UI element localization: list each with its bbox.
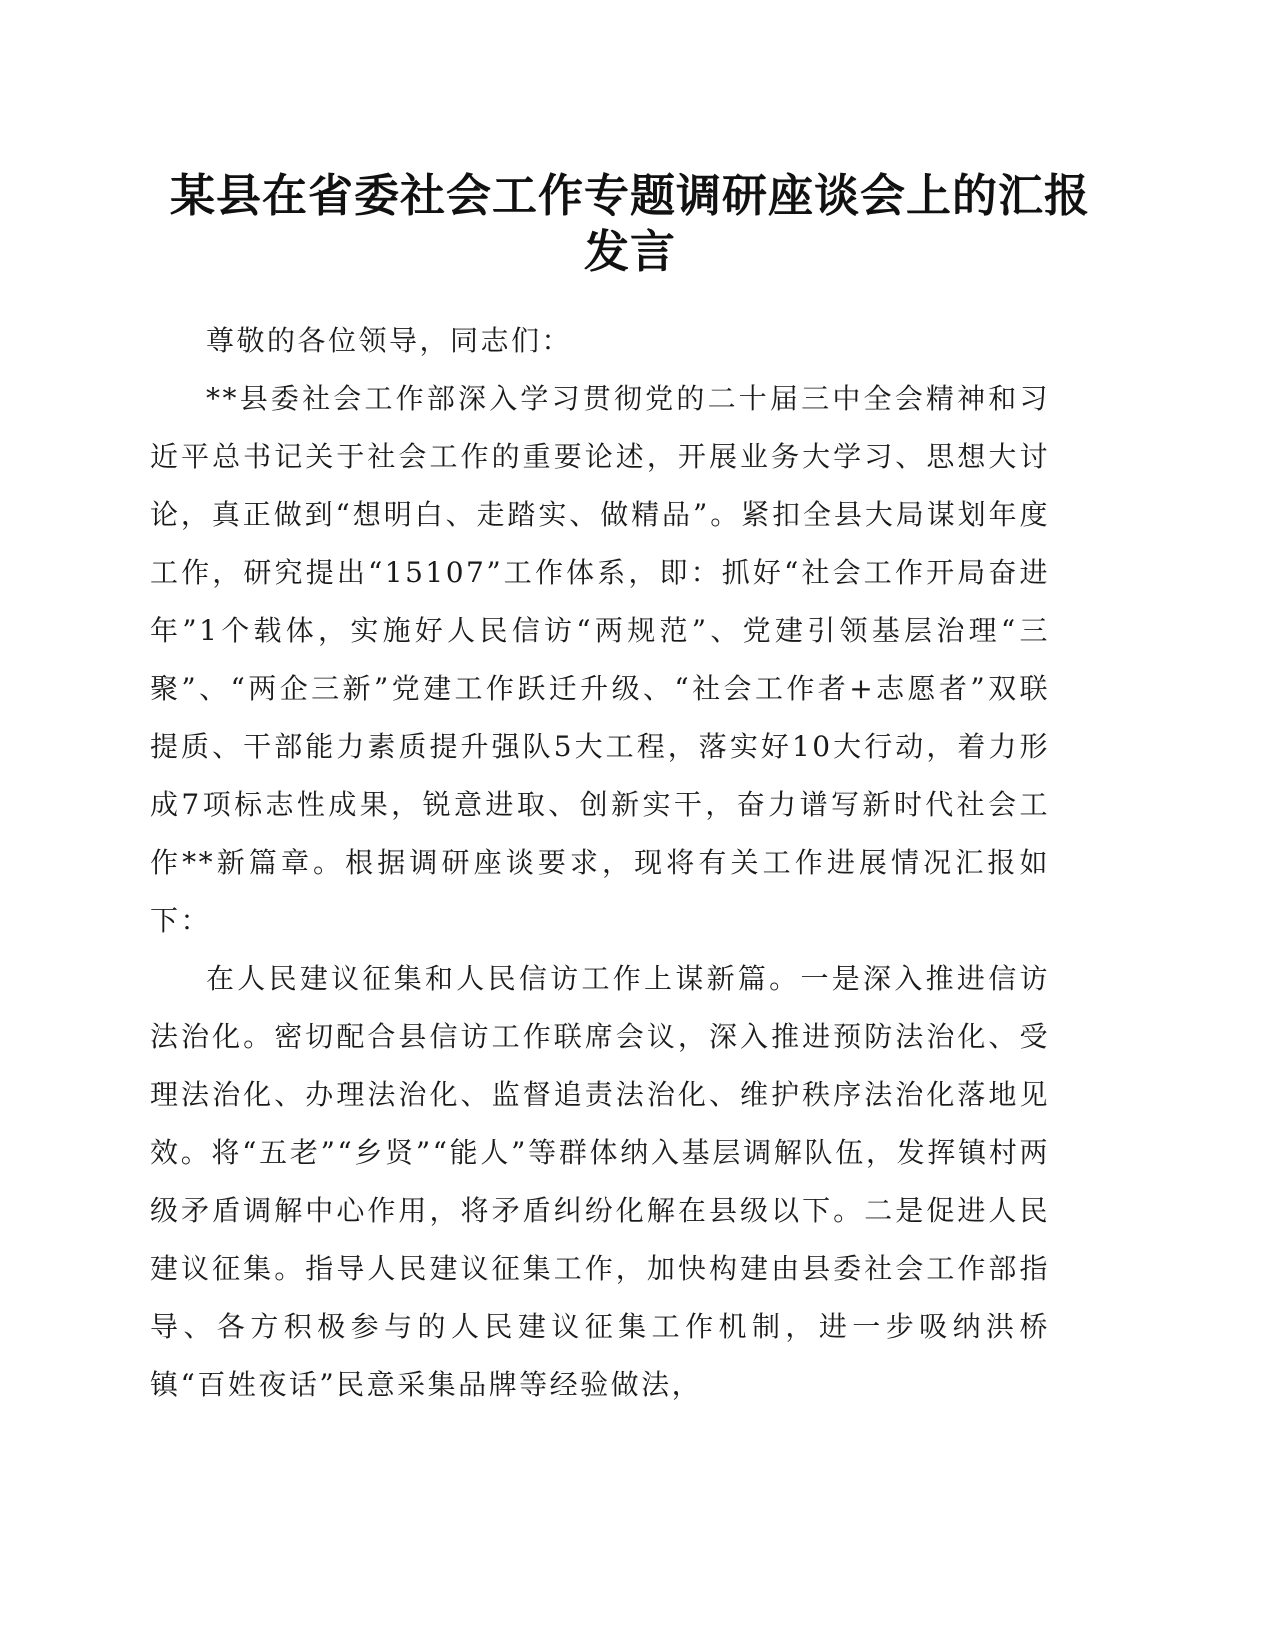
petition-work-paragraph: 在人民建议征集和人民信访工作上谋新篇。一是深入推进信访法治化。密切配合县信访工作联席会议，深入推进预防法治化、受理法治化、办理法治化、监督追责法治化、维护秩序法治化落地见效。将“五老”“乡贤”“能人”等群体纳入基层调解队伍，发挥镇村两级矛盾调解中心作用，将矛盾纠纷化解在县级以下。二是促进人民建议征集。指导人民建议征集工作，加快构建由县委社会工作部指导、各方积极参与的人民建议征集工作机制，进一步吸纳洪桥镇“百姓夜话”民意采集品牌等经验做法，	[150, 962, 1050, 1401]
salutation-paragraph: 尊敬的各位领导，同志们：	[206, 324, 573, 357]
document-title: 某县在省委社会工作专题调研座谈会上的汇报发言	[169, 169, 1090, 278]
document-body	[150, 312, 1050, 1414]
intro-paragraph: **县委社会工作部深入学习贯彻党的二十届三中全会精神和习近平总书记关于社会工作的重要论述，开展业务大学习、思想大讨论，真正做到“想明白、走踏实、做精品”。紧扣全县大局谋划年度工作，研究提出“15107”工作体系，即：抓好“社会工作开局奋进年”1个载体，实施好人民信访“两规范”、党建引领基层治理“三聚”、“两企三新”党建工作跃迁升级、“社会工作者+志愿者”双联提质、干部能力素质提升强队5大工程，落实好10大行动，着力形成7项标志性成果，锐意进取、创新实干，奋力谱写新时代社会工作**新篇章。根据调研座谈要求，现将有关工作进展情况汇报如下：	[150, 382, 1050, 937]
